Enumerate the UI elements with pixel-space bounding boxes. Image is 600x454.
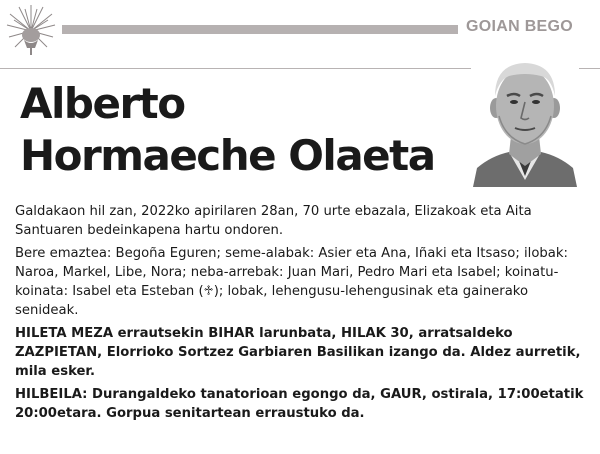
funeral-mass-paragraph: HILETA MEZA errautsekin BIHAR larunbata, HILAK 30, arratsaldeko ZAZPIETAN, Elorrioko Sortzez Garbiaren Basilikan izango da. Aldez aurretik, mila esker. xyxy=(15,326,581,379)
first-name: Alberto xyxy=(20,79,185,128)
deceased-name xyxy=(20,78,435,182)
thistle-icon xyxy=(4,2,58,56)
family-paragraph: Bere emaztea: Begoña Eguren; seme-alabak: Asier eta Ana, Iñaki eta Itsaso; ilobak: Naroa, Markel, Libe, Nora; neba-arrebak: Juan Mari, Pedro Mari eta Isabel; koinatu-koinata: Isabel eta Esteban (♱); lobak, lehengusu-lehengusinak eta gainerako senideak. xyxy=(15,246,568,318)
portrait-photo xyxy=(471,56,579,187)
notice-body xyxy=(15,202,587,427)
header-bar xyxy=(62,25,458,34)
surnames: Hormaeche Olaeta xyxy=(20,131,435,180)
section-label: GOIAN BEGO xyxy=(466,18,574,35)
death-paragraph: Galdakaon hil zan, 2022ko apirilaren 28an, 70 urte ebazala, Elizakoak eta Aita Santuaren bedeinkapena hartu ondoren. xyxy=(15,204,532,238)
wake-paragraph: HILBEILA: Durangaldeko tanatorioan egongo da, GAUR, ostirala, 17:00etatik 20:00etara. Gorpua senitartean erraustuko da. xyxy=(15,387,584,421)
